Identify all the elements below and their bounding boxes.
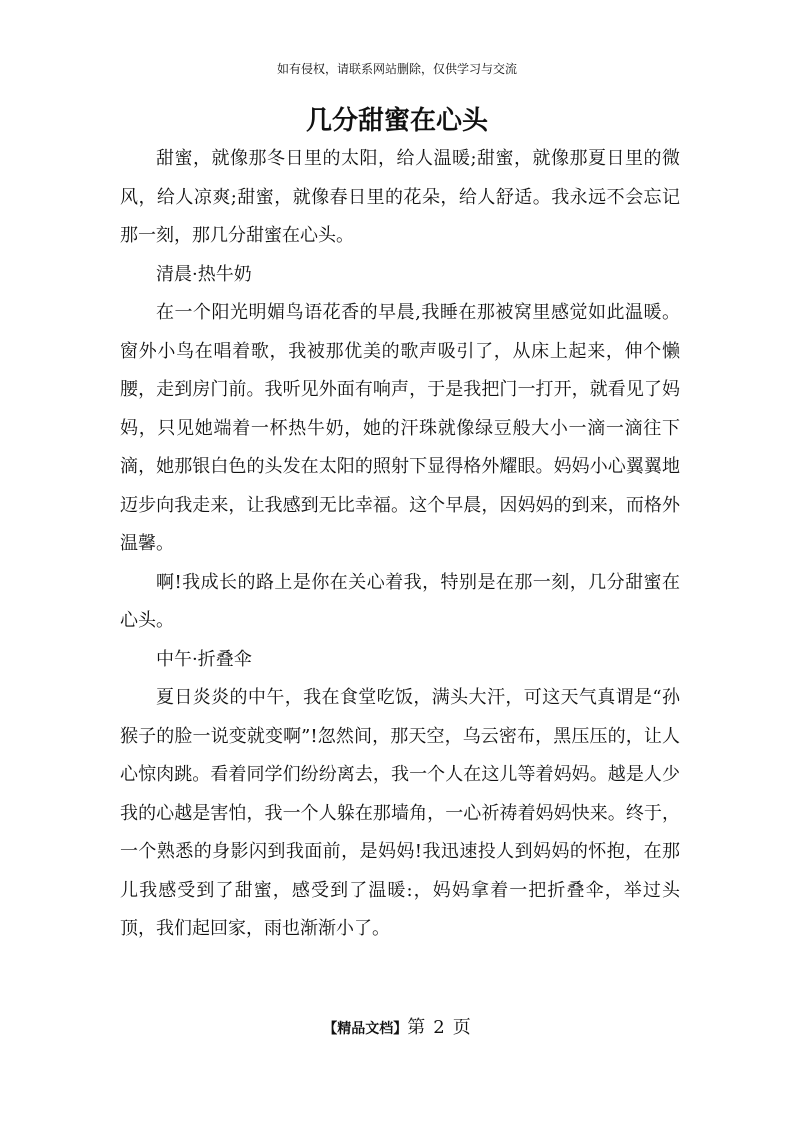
section-heading-noon: 中午·折叠伞 [156, 648, 252, 670]
page-footer [0, 1013, 794, 1039]
paragraph-morning: 在一个阳光明媚鸟语花香的早晨,我睡在那被窝里感觉如此温暖。窗外小鸟在唱着歌，我被那优美的歌声吸引了，从床上起来，伸个懒腰，走到房门前。我听见外面有响声，于是我把门一打开，就看见了妈妈，只见她端着一杯热牛奶，她的汗珠就像绿豆般大小一滴一滴往下滴，她那银白色的头发在太阳的照射下显得格外耀眼。妈妈小心翼翼地迈步向我走来，让我感到无比幸福。这个早晨，因妈妈的到来，而格外温馨。 [120, 302, 680, 554]
article-body [120, 140, 680, 949]
section-heading-morning: 清晨·热牛奶 [156, 263, 252, 285]
footer-suffix: 页 [452, 1017, 471, 1038]
footer-prefix: 第 [407, 1017, 426, 1038]
paragraph-reflection: 啊!我成长的路上是你在关心着我，特别是在那一刻，几分甜蜜在心头。 [120, 571, 680, 631]
paragraph-noon: 夏日炎炎的中午，我在食堂吃饭，满头大汗，可这天气真谓是“孙猴子的脸一说变就变啊”!忽然间，那天空，乌云密布，黑压压的，让人心惊肉跳。看着同学们纷纷离去，我一个人在这儿等着妈妈。越是人少我的心越是害怕，我一个人躲在那墙角，一心祈祷着妈妈快来。终于，一个熟悉的身影闪到我面前，是妈妈!我迅速投人到妈妈的怀抱，在那儿我感受到了甜蜜，感受到了温暖:，妈妈拿着一把折叠伞，举过头顶，我们起回家，雨也渐渐小了。 [120, 687, 680, 939]
page-number: 2 [433, 1017, 445, 1038]
copyright-notice: 如有侵权，请联系网站删除，仅供学习与交流 [276, 62, 517, 76]
page-title: 几分甜蜜在心头 [305, 106, 488, 136]
paragraph-intro: 甜蜜，就像那冬日里的太阳，给人温暖;甜蜜，就像那夏日里的微风，给人凉爽;甜蜜，就像春日里的花朵，给人舒适。我永远不会忘记那一刻，那几分甜蜜在心头。 [120, 148, 680, 246]
footer-tag: 【精品文档】 [323, 1021, 408, 1037]
